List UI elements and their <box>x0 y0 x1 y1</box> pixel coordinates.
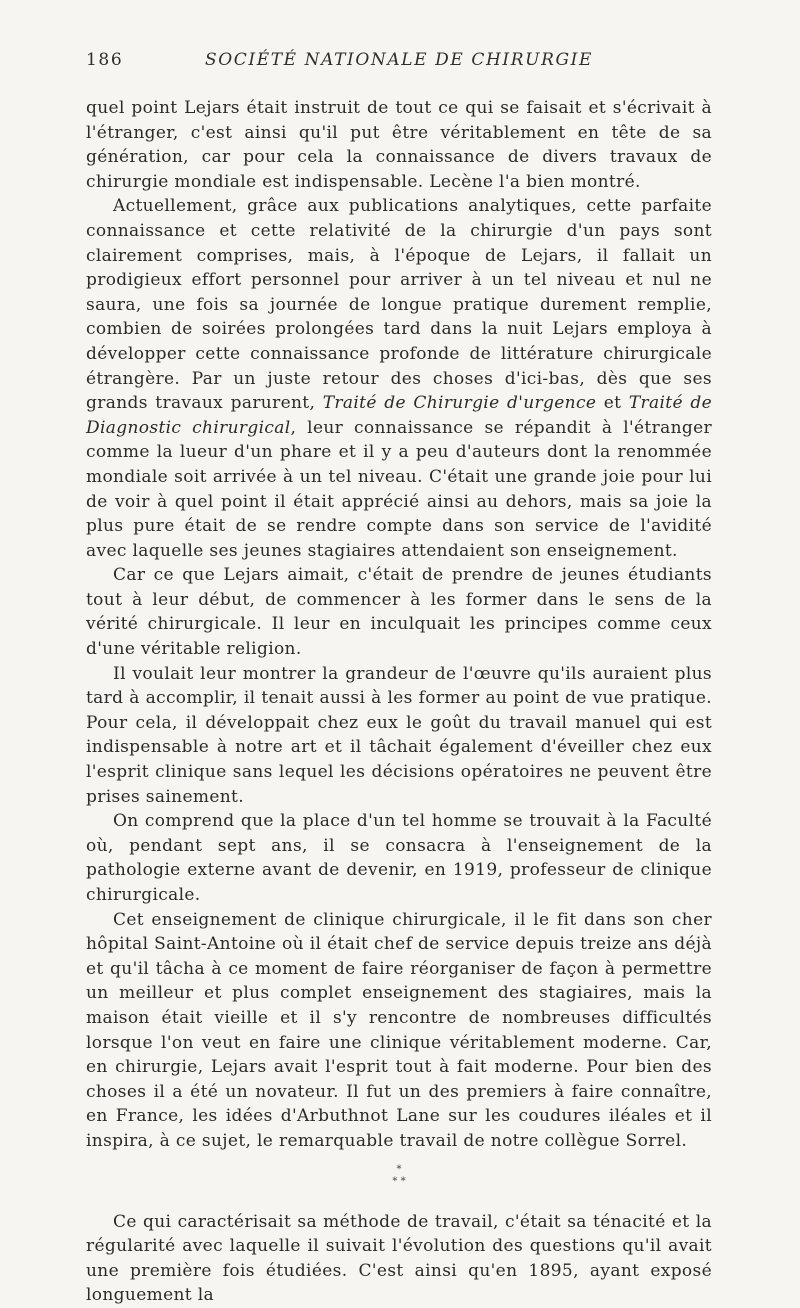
paragraph <box>86 908 712 1154</box>
text-segment: On comprend que la place d'un tel homme se trouvait à la Faculté où, pendant sept ans, il se consacra à l'enseignement de la pathologie externe avant de devenir, en 1919, professeur de clinique chirurgicale. <box>86 811 712 905</box>
paragraph <box>86 809 712 907</box>
text-segment: Cet enseignement de clinique chirurgicale, il le fit dans son cher hôpital Saint-Antoine où il était chef de service depuis treize ans déjà et qu'il tâcha à ce moment de faire réorganiser de façon à permettre un meilleur et plus complet enseignement des stagiaires, mais la maison était vieille et il s'y rencontre de nombreuses difficultés lorsque l'on veut en faire une clinique véritablement moderne. Car, en chirurgie, Lejars avait l'esprit tout à fait moderne. Pour bien des choses il a été un novateur. Il fut un des premiers à faire connaître, en France, les idées d'Arbuthnot Lane sur les coudures iléales et il inspira, à ce sujet, le remarquable travail de notre collègue Sorrel. <box>86 909 712 1151</box>
text-segment: et <box>596 393 629 414</box>
book-page <box>86 50 712 1308</box>
body-text <box>86 96 712 1308</box>
separator-bottom: * * <box>392 1175 406 1187</box>
paragraph <box>86 194 712 563</box>
text-segment: , leur connaissance se répandit à l'étranger comme la lueur d'un phare et il y a peu d'auteurs dont la renommée mondiale soit arrivée à un tel niveau. C'était une grande joie pour lui de voir à quel point il était apprécié ainsi au dehors, mais sa joie la plus pure était de se rendre compte dans son service de l'avidité avec laquelle ses jeunes stagiaires attendaient son enseignement. <box>86 417 712 561</box>
text-segment: quel point Lejars était instruit de tout ce qui se faisait et s'écrivait à l'étranger, c'est ainsi qu'il put être véritablement en tête de sa génération, car pour cela la connaissance de divers travaux de chirurgie mondiale est indispensable. Lecène l'a bien montré. <box>86 98 712 192</box>
book-title-traite-chirurgie-urgence: Traité de Chirurgie d'urgence <box>322 393 597 414</box>
paragraph <box>86 1210 712 1308</box>
page-header <box>86 50 712 84</box>
page-number: 186 <box>86 50 124 70</box>
text-segment: Actuellement, grâce aux publications analytiques, cette parfaite connaissance et cette relativité de la chirurgie d'un pays sont clairement comprises, mais, à l'époque de Lejars, il fallait un prodigieux effort personnel pour arriver à un tel niveau et nul ne saura, une fois sa journée de longue pratique durement remplie, combien de soirées prolongées tard dans la nuit Lejars employa à développer cette connaissance profonde de littérature chirurgicale étrangère. Par un juste retour des choses d'ici-bas, dès que ses grands travaux parurent, <box>86 196 712 414</box>
separator-top: * <box>396 1163 402 1175</box>
paragraph <box>86 96 712 194</box>
paragraph <box>86 563 712 661</box>
text-segment: Ce qui caractérisait sa méthode de travail, c'était sa ténacité et la régularité avec laquelle il suivait l'évolution des questions qu'il avait une première fois étudiées. C'est ainsi qu'en 1895, ayant exposé longuement la <box>86 1211 712 1306</box>
section-separator <box>86 1164 712 1188</box>
paragraph <box>86 662 712 810</box>
running-title: SOCIÉTÉ NATIONALE DE CHIRURGIE <box>205 50 593 70</box>
text-segment: Car ce que Lejars aimait, c'était de prendre de jeunes étudiants tout à leur début, de commencer à les former dans le sens de la vérité chirurgicale. Il leur en inculquait les principes comme ceux d'une véritable religion. <box>86 565 712 660</box>
book-title-traite-diagnostic-chirurgical: Traité de Diagnostic chirurgical <box>86 393 712 438</box>
text-segment: Il voulait leur montrer la grandeur de l'œuvre qu'ils auraient plus tard à accomplir, il tenait aussi à les former au point de vue pratique. Pour cela, il développait chez eux le goût du travail manuel qui est indispensable à notre art et il tâchait également d'éveiller chez eux l'esprit clinique sans lequel les décisions opératoires ne peuvent être prises sainement. <box>86 663 712 807</box>
